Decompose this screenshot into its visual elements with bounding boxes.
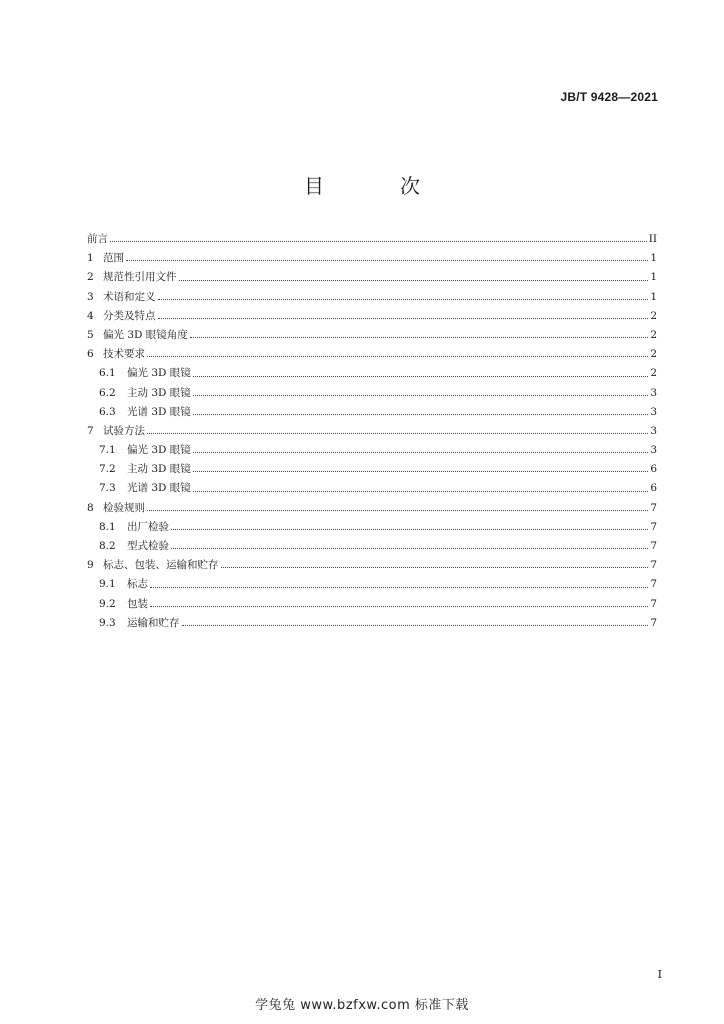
toc-entry[interactable] [87, 268, 657, 287]
toc-entry-label: 主动 3D 眼镜 [127, 463, 191, 476]
toc-entry-label: 出厂检验 [127, 520, 169, 533]
toc-entry-number: 7.1 [99, 444, 116, 457]
toc-entry-label: 主动 3D 眼镜 [127, 386, 191, 399]
toc-dot-leader [193, 414, 649, 415]
toc-entry-number: 3 [87, 290, 94, 303]
toc-entry-page: II [648, 233, 657, 245]
toc-entry-number: 5 [87, 328, 94, 341]
toc-entry-page: 1 [650, 271, 657, 284]
toc-entry-page: 6 [650, 463, 657, 476]
toc-entry-number: 7.2 [99, 463, 116, 476]
toc-entry[interactable] [87, 384, 657, 403]
toc-entry-number: 8.1 [99, 520, 116, 533]
toc-dot-leader [158, 318, 649, 319]
toc-entry[interactable] [87, 499, 657, 518]
toc-entry[interactable] [87, 556, 657, 575]
toc-dot-leader [193, 376, 649, 377]
toc-entry-page: 7 [650, 578, 657, 591]
toc-entry-label: 型式检验 [127, 540, 169, 552]
toc-entry-label: 技术要求 [103, 348, 145, 361]
standard-code: JB/T 9428—2021 [560, 90, 658, 104]
toc-entry-number: 8 [87, 501, 94, 514]
toc-entry-page: 7 [650, 520, 657, 533]
table-of-contents [87, 230, 657, 633]
toc-entry-label: 偏光 3D 眼镜角度 [103, 328, 188, 341]
toc-entry-number: 4 [87, 309, 94, 322]
toc-entry-number: 9 [87, 559, 94, 572]
toc-entry-page: 7 [650, 540, 657, 552]
toc-dot-leader [221, 567, 649, 568]
toc-entry-number: 2 [87, 271, 94, 284]
toc-entry-number: 1 [87, 252, 94, 265]
toc-entry[interactable] [87, 403, 657, 422]
toc-entry-label: 前言 [87, 233, 108, 245]
toc-entry-page: 1 [650, 290, 657, 303]
toc-entry-page: 2 [650, 348, 657, 361]
toc-entry-page: 7 [650, 597, 657, 610]
toc-entry-label: 偏光 3D 眼镜 [127, 444, 191, 457]
toc-entry-page: 2 [650, 328, 657, 341]
toc-entry-number: 8.2 [99, 540, 116, 552]
toc-entry[interactable] [87, 595, 657, 614]
toc-entry-number: 6.1 [99, 367, 116, 380]
toc-dot-leader [193, 395, 649, 396]
toc-dot-leader [193, 491, 649, 492]
toc-dot-leader [193, 471, 649, 472]
toc-entry-label: 偏光 3D 眼镜 [127, 367, 191, 380]
toc-entry-label: 标志、包装、运输和贮存 [103, 559, 219, 572]
toc-dot-leader [147, 356, 648, 357]
toc-entry-label: 光谱 3D 眼镜 [127, 482, 191, 495]
toc-dot-leader [171, 548, 648, 549]
toc-dot-leader [190, 337, 649, 338]
toc-entry[interactable] [87, 249, 657, 268]
toc-entry-page: 2 [650, 367, 657, 380]
toc-entry-label: 运输和贮存 [127, 616, 180, 629]
toc-entry-label: 检验规则 [103, 501, 145, 514]
toc-entry-number: 6.3 [99, 405, 116, 418]
toc-dot-leader [150, 606, 648, 607]
toc-entry-number: 9.3 [99, 616, 116, 629]
toc-entry-label: 范围 [103, 252, 124, 265]
toc-entry-label: 光谱 3D 眼镜 [127, 405, 191, 418]
toc-entry[interactable] [87, 422, 657, 441]
toc-dot-leader [182, 625, 649, 626]
toc-entry-page: 7 [650, 501, 657, 514]
toc-entry-page: 3 [650, 386, 657, 399]
toc-entry[interactable] [87, 364, 657, 383]
toc-entry-label: 规范性引用文件 [103, 271, 177, 284]
toc-entry-page: 7 [650, 616, 657, 629]
toc-dot-leader [147, 510, 648, 511]
toc-dot-leader [147, 433, 648, 434]
toc-dot-leader [158, 299, 649, 300]
toc-entry-page: 1 [650, 252, 657, 265]
toc-entry-number: 6 [87, 348, 94, 361]
page-number: I [657, 968, 662, 981]
toc-dot-leader [126, 260, 648, 261]
toc-entry[interactable] [87, 575, 657, 594]
toc-entry-number: 9.1 [99, 578, 116, 591]
toc-dot-leader [150, 587, 648, 588]
toc-entry[interactable] [87, 326, 657, 345]
toc-dot-leader [179, 280, 649, 281]
toc-entry[interactable] [87, 230, 657, 249]
toc-dot-leader [110, 241, 647, 242]
toc-dot-leader [171, 529, 648, 530]
toc-entry[interactable] [87, 460, 657, 479]
toc-entry[interactable] [87, 441, 657, 460]
toc-entry[interactable] [87, 537, 657, 556]
toc-entry-number: 7.3 [99, 482, 116, 495]
toc-entry[interactable] [87, 345, 657, 364]
toc-entry-number: 9.2 [99, 597, 116, 610]
toc-dot-leader [193, 452, 649, 453]
page-title: 目 次 [304, 174, 448, 198]
toc-entry-label: 分类及特点 [103, 309, 156, 322]
toc-entry[interactable] [87, 518, 657, 537]
toc-entry[interactable] [87, 288, 657, 307]
toc-entry-label: 标志 [127, 578, 148, 591]
toc-entry-label: 试验方法 [103, 424, 145, 437]
toc-entry-page: 3 [650, 405, 657, 418]
toc-entry-number: 6.2 [99, 386, 116, 399]
watermark-text: 学兔兔 www.bzfxw.com 标准下载 [255, 998, 469, 1013]
toc-entry[interactable] [87, 307, 657, 326]
toc-entry-page: 7 [650, 559, 657, 572]
toc-entry-label: 包装 [127, 597, 148, 610]
toc-entry[interactable] [87, 614, 657, 633]
toc-entry-page: 2 [650, 309, 657, 322]
toc-entry-page: 6 [650, 482, 657, 495]
toc-entry-page: 3 [650, 444, 657, 457]
toc-entry-label: 术语和定义 [103, 290, 156, 303]
toc-entry[interactable] [87, 479, 657, 498]
toc-entry-number: 7 [87, 424, 94, 437]
toc-entry-page: 3 [650, 424, 657, 437]
